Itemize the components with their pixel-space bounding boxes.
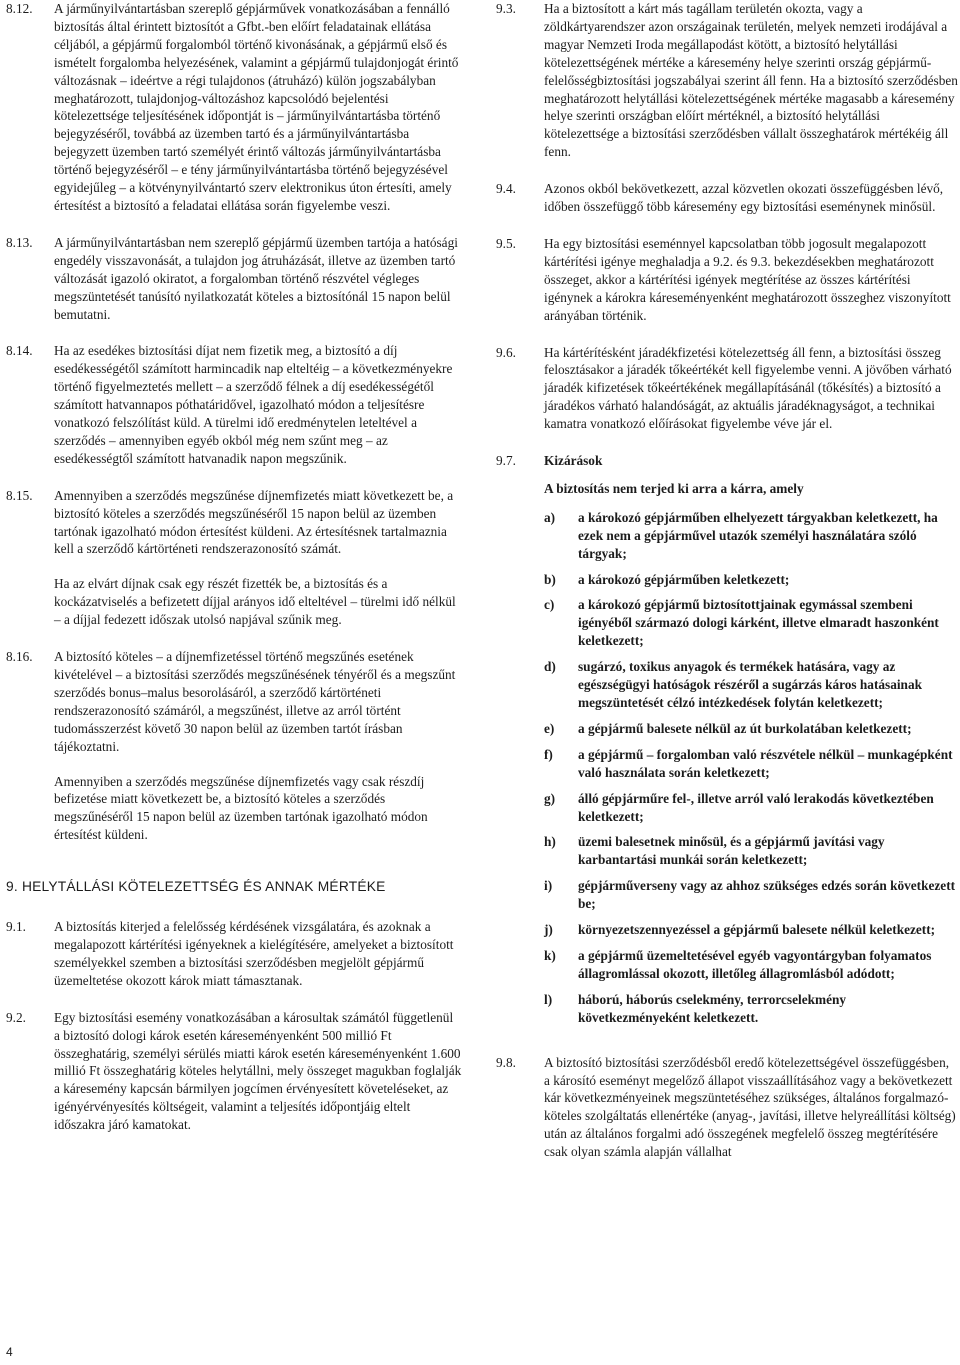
clause-paragraph: Ha a biztosított a kárt más tagállam területén okozta, vagy a zöldkártyarendszer azon országainak területén, melyek nemzeti irodájával a magyar Nemzeti Iroda megállapodást kötött, a biztosító helytállási kötelezettségének mértéke a káresemény helye szerinti ország gépjármű-felelősségbiztosítási jogszabályai szerint áll fenn. Ha a biztosító szerződésben meghatározott helytállási kötelezettségének mértéke magasabb a káresemény helye szerinti országban előírt mértéknél, a biztosító helytállási kötelezettsége a biztosítási szerződésben vállalt összeghatárok mértékéig áll fenn.: [544, 1, 958, 160]
left-column: [6, 0, 462, 1153]
right-column: [496, 0, 958, 1180]
clause-paragraph: Amennyiben a szerződés megszűnése díjnemfizetés vagy csak részdíj befizetése miatt következett be, a biztosító köteles a szerződés megszűnéséről 15 napon belül az üzemben tartónak igazolható módon értesítést küldeni.: [54, 773, 428, 843]
clause-number: 9.6.: [496, 344, 516, 360]
exclusion-text: környezetszennyezéssel a gépjármű balesete nélkül keletkezett;: [578, 922, 936, 938]
clause: [496, 180, 958, 216]
clause: [6, 342, 462, 467]
clause-number: 8.16.: [6, 649, 33, 665]
exclusion-text: üzemi balesetnek minősül, és a gépjármű javítási vagy karbantartási munkái során keletkezett;: [578, 834, 885, 868]
clause-paragraph: A biztosítás kiterjed a felelősség kérdésének vizsgálatára, és azoknak a megalapozott kártérítési igényeknek a kielégítésére, amelyeket a biztosított személyekkel szemben a biztosítási szerződésben megjelölt gépjármű üzemeltetése okozott károk miatt támasztanak.: [54, 919, 454, 988]
clause-paragraph: A biztosító köteles – a díjnemfizetéssel történő megszűnés esetének kivételével – a biztosítási szerződés megszűnésének tényéről és a megszűnt szerződés bonus–malus besorolásáról, a szerződő kártörténeti rendszerazonosító számáról, a megszűnést, illetve az arról történt tudomásszerzést követő 30 napon belül az üzemben tartót írásban tájékoztatni.: [54, 649, 456, 754]
clause: [6, 487, 462, 629]
clause: [6, 234, 462, 324]
exclusion-text: a gépjármű üzemeltetésével egyéb vagyontárgyban folyamatos állagromlással okozott, illetőleg állagromlásból adódott;: [578, 947, 932, 981]
exclusion-item: [544, 746, 958, 782]
clause-paragraph: Ha az elvárt díjnak csak egy részét fizették be, a biztosítás és a kockázatviselés a befizetett díjjal arányos idő elteltével – türelmi idő nélkül – a díjjal fedezett időszak utolsó napjával szűnik meg.: [54, 576, 456, 628]
clause-number: 9.1.: [6, 919, 26, 935]
clause-paragraph: Ha az esedékes biztosítási díjat nem fizetik meg, a biztosító a díj esedékességétől számított harmincadik nap elteltéig – a következményekre történő figyelmeztetés mellett – a szerződő félnek a díj esedékességétől számított hatvannapos póthatáridővel, igazolható módon a teljesítésre vonatkozó felszólítást küld. A türelmi idő eredménytelen leteltével a szerződés – amennyiben egyéb okból még nem szűnt meg – az esedékességtől számított hatvanadik napon megszűnik.: [54, 343, 453, 466]
clause: [496, 235, 958, 325]
clause-paragraph: A járműnyilvántartásban nem szereplő gépjármű üzemben tartója a hatósági engedély visszavonását, a tulajdon jog átruházását, illetve az üzemben tartó változását igazoló okiratot, a forgalomban történő részvétel végleges megszüntetését tanúsító nyilatkozatát köteles a biztosítónál 15 napon belül bemutatni.: [54, 234, 458, 322]
exclusion-letter: f): [544, 746, 553, 762]
exclusion-item: [544, 947, 958, 983]
clause: [6, 648, 462, 844]
clause: [6, 0, 462, 215]
clause-number: 8.15.: [6, 487, 33, 503]
page-number: 4: [6, 1345, 13, 1359]
exclusion-letter: i): [544, 878, 553, 894]
clause-paragraph: Ha kártérítésként járadékfizetési kötelezettség áll fenn, a biztosítási összeg felosztásakor a járadék tőkeértékét kell figyelembe venni. A jövőben várható járadék kifizetések tőkeértékének megállapításánál (tőkésítés) a biztosító a járadékos várható halandóságát, az aktuális járadéknagyságot, a technikai kamatra vonatkozó előírásokat figyelembe véve jár el.: [544, 344, 952, 432]
exclusion-letter: g): [544, 790, 556, 806]
exclusion-letter: d): [544, 659, 556, 675]
exclusion-text: háború, háborús cselekmény, terrorcselekmény következményeként keletkezett.: [578, 991, 847, 1025]
exclusion-item: [544, 991, 958, 1027]
clause-number: 8.12.: [6, 1, 33, 16]
exclusion-text: a károkozó gépjárműben elhelyezett tárgyakban keletkezett, ha ezek nem a gépjárművel utazók személyi használatára szóló tárgyak;: [578, 509, 938, 561]
clause-number: 9.4.: [496, 181, 516, 197]
exclusion-letter: a): [544, 509, 556, 525]
exclusion-text: a gépjármű – forgalomban való részvétele nélkül – munkagépként való használata során keletkezett;: [578, 746, 953, 780]
clause: [496, 344, 958, 434]
exclusion-item: [544, 833, 958, 869]
exclusion-letter: e): [544, 720, 555, 736]
exclusion-item: [544, 790, 958, 826]
exclusion-letter: j): [544, 922, 553, 938]
exclusion-text: sugárzó, toxikus anyagok és termékek hatására, vagy az egészségügyi hatóságok részéről a sugárzás káros hatásainak megszüntetését célzó intézkedések folytán keletkezett;: [578, 659, 922, 710]
exclusions-intro: A biztosítás nem terjed ki arra a kárra, amely: [544, 480, 804, 496]
clause-paragraph: A biztosító biztosítási szerződésből eredő kötelezettségével összefüggésben, a károsító eseményt megelőző állapot visszaállításához vagy a bekövetkezett kár következményeinek megszüntetéséhez szükséges, általános forgalmazó-köteles szolgáltatás ellenértéke (anyag-, javítási, illetve helyreállítási költség) után az általános forgalmi adó összegének megfelelő összeg megtérítésére csak olyan számla alapján vállalhat: [544, 1054, 956, 1160]
clause-number: 8.14.: [6, 343, 33, 359]
exclusion-text: gépjárműverseny vagy az ahhoz szükséges edzés során következett be;: [578, 878, 956, 912]
clause: [6, 1009, 462, 1134]
exclusion-item: [544, 877, 958, 913]
clause: [496, 1054, 958, 1161]
exclusion-item: [544, 921, 958, 939]
exclusion-text: a gépjármű balesete nélkül az út burkolatában keletkezett;: [578, 720, 912, 736]
exclusion-text: a károkozó gépjármű biztosítottjainak egymással szembeni igényéből származó dologi kárként, illetve elmaradt haszonként keletkezett;: [578, 597, 939, 649]
exclusion-letter: h): [544, 834, 556, 850]
clause-number: 9.3.: [496, 1, 516, 16]
clause-paragraph: Azonos okból bekövetkezett, azzal közvetlen okozati összefüggésben lévő, időben összefüggő több káresemény egy biztosítási eseménynek minősül.: [544, 181, 944, 215]
exclusion-text: álló gépjárműre fel-, illetve arról való lerakodás következtében keletkezett;: [578, 790, 934, 824]
exclusion-letter: l): [544, 991, 553, 1007]
exclusions-section: [496, 452, 958, 1035]
exclusion-item: [544, 596, 958, 650]
clause: [6, 918, 462, 990]
clause-number: 9.7.: [496, 453, 516, 469]
section-heading: 9. HELYTÁLLÁSI KÖTELEZETTSÉG ÉS ANNAK MÉRTÉKE: [6, 879, 386, 895]
exclusion-letter: k): [544, 947, 556, 963]
clause-paragraph: Amennyiben a szerződés megszűnése díjnemfizetés miatt következett be, a biztosító köteles a szerződés megszűnéséről 15 napon belül az üzemben tartónak igazolható módon értesítést küldeni. Az értesítésnek tartalmaznia kell a szerződő kártörténeti rendszerazonosító számát.: [54, 487, 454, 557]
exclusion-item: [544, 658, 958, 712]
clause-paragraph: Egy biztosítási esemény vonatkozásában a károsultak számától függetlenül a biztosító dologi károk esetén káreseményenként 500 millió Ft összeghatárig, személyi sérülés miatti károk esetén káreseményenként 1.600 millió Ft összeghatárig köteles helytállni, mely összeget magukban foglalják a káresemény kapcsán bármilyen jogcímen érvényesített követeléseket, az igényérvényesítés költségeit, valamint a teljesítés időpontjáig eltelt időszakra járó kamatokat.: [54, 1009, 462, 1133]
clause-number: 9.2.: [6, 1009, 26, 1025]
clause-number: 9.5.: [496, 235, 516, 251]
exclusion-item: [544, 509, 958, 563]
clause-number: 9.8.: [496, 1054, 516, 1070]
exclusion-letter: b): [544, 571, 556, 587]
exclusion-item: [544, 571, 958, 589]
exclusion-item: [544, 720, 958, 738]
exclusion-letter: c): [544, 597, 555, 613]
clause-paragraph: Ha egy biztosítási eseménnyel kapcsolatban több jogosult megalapozott kártérítési igénye meghaladja a 9.2. és 9.3. bekezdésekben meghatározott összeget, akkor a kártérítési igények megtérítése az összes kártérítési igénynek a károkra káreseményenként meghatározott összeghez viszonyított arányában történik.: [544, 235, 951, 323]
clause: [496, 0, 958, 161]
clause-paragraph: A járműnyilvántartásban szereplő gépjárművek vonatkozásában a fennálló biztosítás által érintett biztosítót a Gfbt.-ben előírt feladatainak ellátása céljából, a gépjármű forgalomból történő kivonásának, a gépjármű első és ismételt forgalomba helyezésének, valamint a gépjármű tulajdonjogát érintő változásnak – ideértve a régi tulajdonos (átruházó) külön jogszabályban meghatározott, tulajdonjog-változáshoz kapcsolódó bejelentési kötelezettsége teljesítésének időpontját is – járműnyilvántartásba történő bejegyzéséről, továbbá az üzemben tartó és a járműnyilvántartásba bejegyzett üzemben tartó személyét érintő változás járműnyilvántartásba történő bejegyzéséről – e tény járműnyilvántartásba történő bejegyzésével egyidejűleg – a kötvénynyilvántartó szerv elektronikus úton értesíti, amely értesítést a biztosító a feladatai ellátása során figyelembe veszi.: [54, 1, 459, 213]
clause-number: 8.13.: [6, 234, 33, 250]
exclusions-title: Kizárások: [544, 453, 603, 469]
exclusion-text: a károkozó gépjárműben keletkezett;: [578, 571, 790, 587]
